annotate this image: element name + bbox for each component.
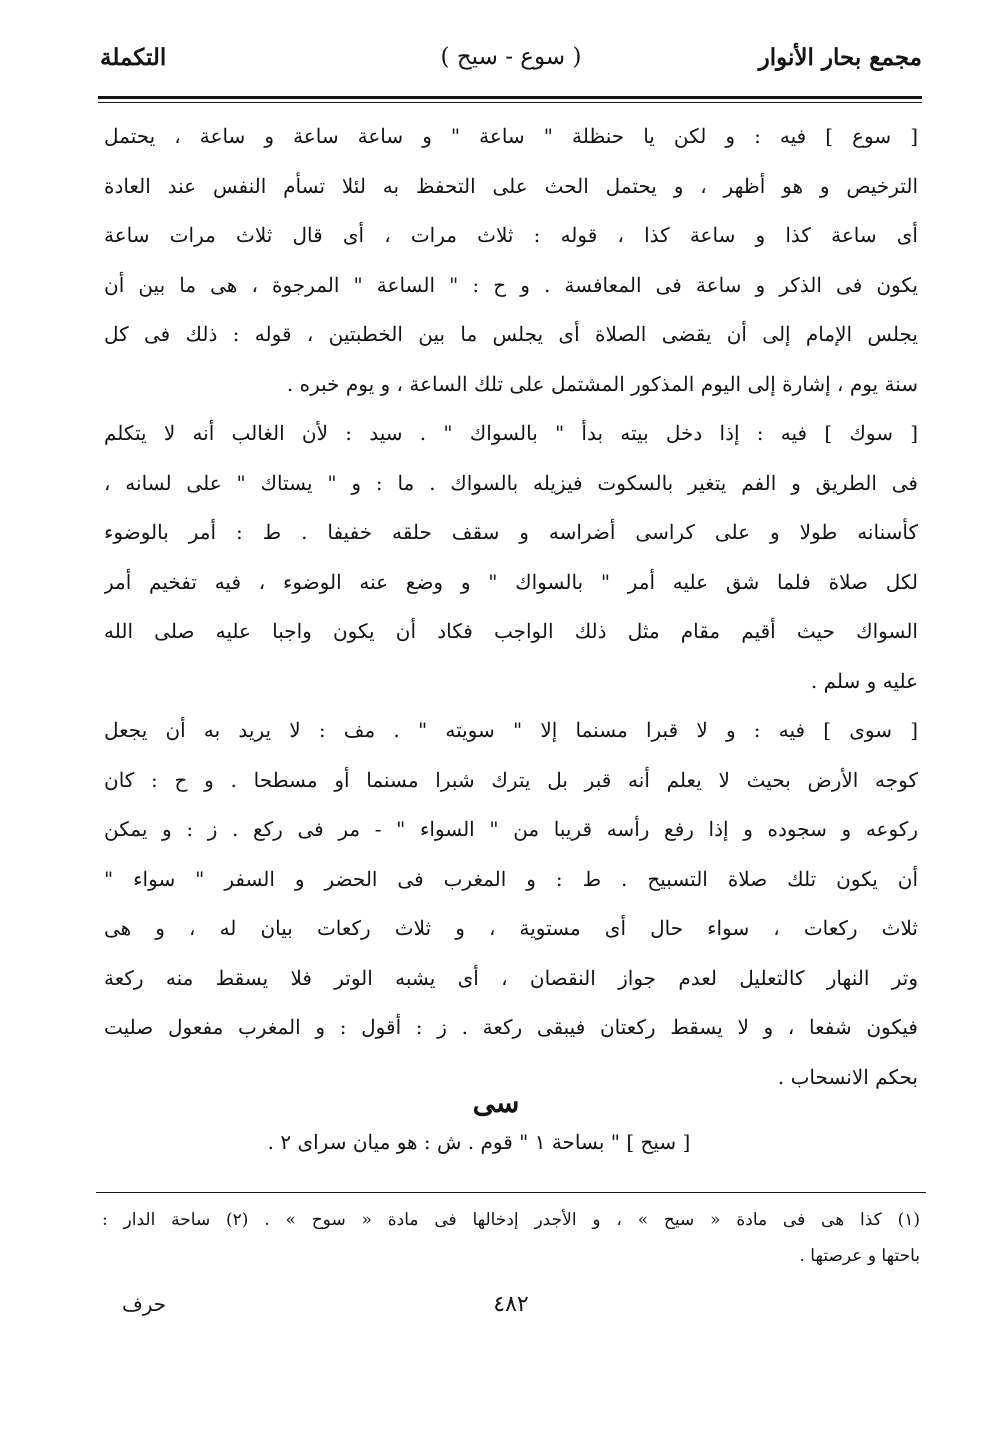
letter-heading: سى (472, 1086, 520, 1119)
text-line: بحكم الانسحاب . (777, 1064, 918, 1089)
text-line: ركوعه و سجوده و إذا رفع رأسه قريبا من " السواء " - مر فى ركع . ز : و يمكن (104, 817, 918, 841)
text-line: [ سوع ] فيه : و لكن يا حنظلة " ساعة " و ساعة ساعة و ساعة ، يحتمل (104, 124, 918, 148)
text-line: يكون فى الذكر و ساعة فى المعافسة . و ح : " الساعة " المرجوة ، هى ما بين أن (104, 272, 918, 297)
footnote-line: باحتها و عرصتها . (799, 1246, 920, 1266)
text-line: كوجه الأرض بحيث لا يعلم أنه قبر بل يترك شبرا مسنما أو مسطحا . و ح : كان (104, 767, 918, 792)
header-rule-thin (98, 102, 922, 103)
catchword: حرف (122, 1292, 167, 1316)
main-text (104, 112, 918, 1102)
text-line: [ سوى ] فيه : و لا قبرا مسنما إلا " سويته " . مف : لا يريد به أن يجعل (104, 718, 918, 742)
section-range: ( سوع - سيح ) (440, 44, 582, 70)
text-line: أى ساعة كذا و ساعة كذا ، قوله : ثلاث مرات ، أى قال ثلاث مرات ساعة (104, 223, 918, 247)
book-title: مجمع بحار الأنوار (758, 44, 922, 71)
footnote-line: (١) كذا هى فى مادة « سيح » ، و الأجدر إدخالها فى مادة « سوح » . (٢) ساحة الدار : (102, 1210, 920, 1230)
text-line: عليه و سلم . (810, 668, 918, 693)
text-line: كأسنانه طولا و على كراسى أضراسه و سقف حلقه خفيفا . ط : أمر بالوضوء (104, 520, 918, 544)
footnotes (102, 1202, 920, 1274)
text-line: ثلاث ركعات ، سواء حال أى مستوية ، و ثلاث ركعات بيان له ، و هى (104, 916, 918, 940)
header-rule (98, 96, 922, 99)
text-line: فيكون شفعا ، و لا يسقط ركعتان فيبقى ركعة . ز : أقول : و المغرب مفعول صليت (104, 1015, 918, 1039)
text-line: فى الطريق و الفم يتغير بالسكوت فيزيله بالسواك . ما : و " يستاك " على لسانه ، (104, 470, 918, 495)
running-header (100, 40, 922, 92)
seeh-entry: [ سيح ] " بساحة ١ " قوم . ش : هو ميان سراى ٢ . (267, 1130, 691, 1154)
footnote-rule (96, 1192, 926, 1193)
text-line: سنة يوم ، إشارة إلى اليوم المذكور المشتمل على تلك الساعة ، و يوم خبره . (286, 371, 918, 396)
text-line: وتر النهار كالتعليل لعدم جواز النقصان ، أى يشبه الوتر فلا يسقط منه ركعة (104, 965, 918, 990)
supplement-label: التكملة (100, 44, 167, 71)
text-line: يجلس الإمام إلى أن يقضى الصلاة أى يجلس ما بين الخطبتين ، قوله : ذلك فى كل (104, 322, 918, 346)
text-line: أن يكون تلك صلاة التسبيح . ط : و المغرب فى الحضر و السفر " سواء " (104, 866, 918, 891)
page-number: ٤٨٢ (493, 1292, 529, 1317)
page-footer (100, 1292, 922, 1332)
text-line: السواك حيث أقيم مقام مثل ذلك الواجب فكاد أن يكون واجبا عليه صلى الله (104, 619, 918, 643)
text-line: لكل صلاة فلما شق عليه أمر " بالسواك " و وضع عنه الوضوء ، فيه تفخيم أمر (104, 569, 918, 594)
text-line: الترخيص و هو أظهر ، و يحتمل الحث على التحفظ به لئلا تسأم النفس عند العادة (104, 173, 918, 198)
text-line: [ سوك ] فيه : إذا دخل بيته بدأ " بالسواك " . سيد : لأن الغالب أنه لا يتكلم (104, 421, 918, 445)
